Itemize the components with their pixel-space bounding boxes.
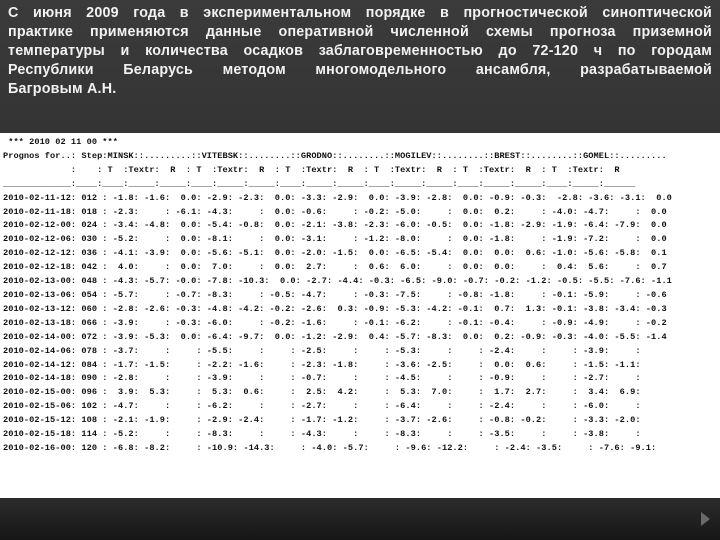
slide-footer — [0, 498, 720, 540]
table-row: 2010-02-14-00: 072 : -3.9: -5.3: 0.0: -6.4: -9.7: 0.0: -1.2: -2.9: 0.4: -5.7: -8.3: 0.0: 0.2: -0.9: -0.3: -4.0: -5.5: -1.4 — [3, 331, 667, 342]
table-row: 2010-02-15-12: 108 : -2.1: -1.9: : -2.9: -2.4: : -1.7: -1.2: : -3.7: -2.6: : -0.8: -0.2: : -3.3: -2.0: — [3, 415, 641, 426]
table-header-line: Prognos for..: Step:MINSK::.........::VITEBSK::........::GRODNO::........::MOGILEV::........::BREST::........::GOMEL::......... — [3, 150, 667, 161]
paragraph-line: Республики Беларусь методом многомодельного ансамбля, разрабатываемой — [8, 62, 712, 78]
forecast-table-text — [0, 133, 720, 456]
table-row: 2010-02-15-00: 096 : 3.9: 5.3: : 5.3: 0.6: : 2.5: 4.2: : 5.3: 7.0: : 1.7: 2.7: : 3.4: 6.9: — [3, 387, 641, 398]
table-row: 2010-02-12-12: 036 : -4.1: -3.9: 0.0: -5.6: -5.1: 0.0: -2.0: -1.5: 0.0: -6.5: -5.4: 0.0: 0.0: 0.6: -1.0: -5.6: -5.8: 0.1 — [3, 248, 667, 259]
table-row: 2010-02-15-06: 102 : -4.7: : : -6.2: : : -2.7: : : -6.4: : : -2.4: : : -6.0: : — [3, 401, 641, 412]
table-row: 2010-02-13-00: 048 : -4.3: -5.7: -0.0: -7.8: -10.3: 0.0: -2.7: -4.4: -0.3: -6.5: -9.0: -0.7: -0.2: -1.2: -0.5: -5.5: -7.6: -1.1 — [3, 276, 672, 287]
table-row: 2010-02-11-12: 012 : -1.8: -1.6: 0.0: -2.9: -2.3: 0.0: -3.3: -2.9: 0.0: -3.9: -2.8: 0.0: -0.9: -0.3: -2.8: -3.6: -3.1: 0.0 — [3, 192, 672, 203]
table-row: 2010-02-11-18: 018 : -2.3: : -6.1: -4.3: : 0.0: -0.6: : -0.2: -5.0: : 0.0: 0.2: : -4.0: -4.7: : 0.0 — [3, 206, 667, 217]
table-row: 2010-02-15-18: 114 : -5.2: : : -8.3: : : -4.3: : : -8.3: : : -3.5: : : -3.8: : — [3, 429, 641, 440]
paragraph-line: Багровым А.Н. — [8, 81, 117, 97]
table-header-line: : : T :Textr: R : T :Textr: R : T :Textr: R : T :Textr: R : T :Textr: R : T :Textr: R — [3, 164, 620, 175]
table-row: 2010-02-12-00: 024 : -3.4: -4.8: 0.0: -5.4: -0.8: 0.0: -2.1: -3.8: -2.3: -6.0: -0.5: 0.0: -1.8: -2.9: -1.9: -6.4: -7.9: 0.0 — [3, 220, 667, 231]
table-row: 2010-02-14-18: 090 : -2.8: : : -3.9: : : -0.7: : : -4.5: : : -0.9: : : -2.7: : — [3, 373, 641, 384]
paragraph-line: С июня 2009 года в экспериментальном порядке в прогностической синоптической — [8, 5, 712, 21]
forecast-printout — [0, 133, 720, 498]
table-row: 2010-02-13-12: 060 : -2.8: -2.6: -0.3: -4.8: -4.2: -0.2: -2.6: 0.3: -0.9: -5.3: -4.2: -0.1: 0.7: 1.3: -0.1: -3.8: -3.4: -0.3 — [3, 303, 667, 314]
table-row: 2010-02-12-18: 042 : 4.0: : 0.0: 7.0: : 0.0: 2.7: : 0.6: 6.0: : 0.0: 0.0: : 0.4: 5.6: : 0.7 — [3, 262, 667, 273]
table-row: 2010-02-14-12: 084 : -1.7: -1.5: : -2.2: -1.6: : -2.3: -1.8: : -3.6: -2.5: : 0.0: 0.6: : -1.5: -1.1: — [3, 359, 641, 370]
table-row: 2010-02-12-06: 030 : -5.2: : 0.0: -8.1: : 0.0: -3.1: : -1.2: -8.0: : 0.0: -1.8: : -1.9: -7.2: : 0.0 — [3, 234, 667, 245]
paragraph-line: практике применяются данные оперативной численной схемы прогноза приземной — [8, 24, 712, 40]
paragraph-line: температуры и количества осадков заблаговременностью до 72-120 ч по городам — [8, 43, 712, 59]
table-row: 2010-02-13-18: 066 : -3.9: : -0.3: -6.0: : -0.2: -1.6: : -0.1: -6.2: : -0.1: -0.4: : -0.9: -4.9: : -0.2 — [3, 317, 667, 328]
next-slide-icon[interactable] — [701, 512, 710, 526]
table-row: 2010-02-13-06: 054 : -5.7: : -0.7: -8.3: : -0.5: -4.7: : -0.3: -7.5: : -0.8: -1.8: : -0.1: -5.9: : -0.6 — [3, 289, 667, 300]
table-header-line: _____________:____:____:_____:_____:____:_____:_____:____:_____:_____:____:_____:_____:____:_____:_____:____:_____:______ — [3, 178, 636, 189]
table-row: 2010-02-14-06: 078 : -3.7: : : -5.5: : : -2.5: : : -5.3: : : -2.4: : : -3.9: : — [3, 345, 641, 356]
slide-paragraph — [8, 4, 712, 99]
table-header-line: *** 2010 02 11 00 *** — [3, 137, 124, 147]
table-row: 2010-02-16-00: 120 : -6.8: -8.2: : -10.9: -14.3: : -4.0: -5.7: : -9.6: -12.2: : -2.4: -3.5: : -7.6: -9.1: — [3, 442, 657, 453]
